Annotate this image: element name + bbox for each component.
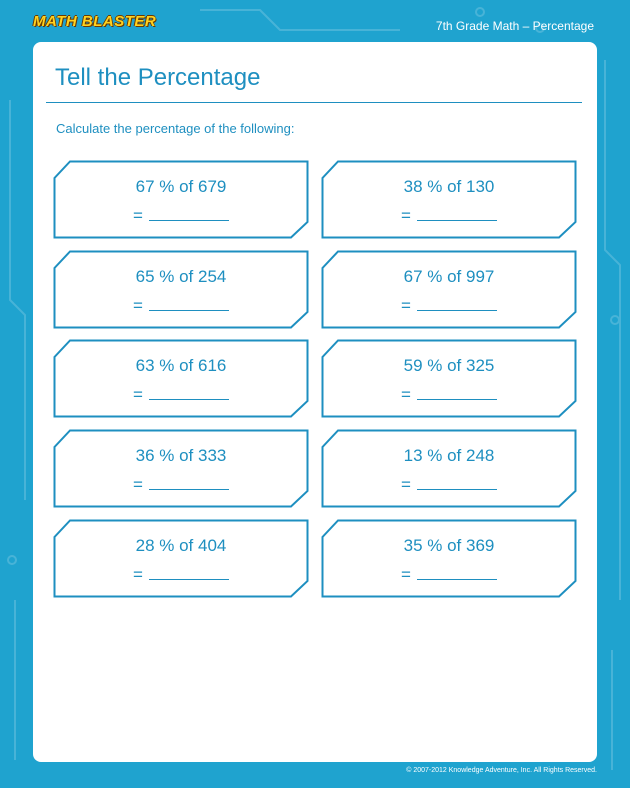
box-outline (53, 429, 309, 508)
box-outline (53, 250, 309, 329)
answer-line (133, 565, 229, 585)
answer-blank[interactable] (417, 475, 497, 490)
box-outline (321, 519, 577, 598)
problem-box (321, 339, 577, 418)
breadcrumb: 7th Grade Math – Percentage (435, 19, 594, 33)
problem-box (53, 519, 309, 598)
answer-line (401, 565, 497, 585)
problem-text: 28 % of 404 (135, 535, 227, 555)
box-outline (321, 160, 577, 239)
problem-box (53, 250, 309, 329)
answer-line (401, 296, 497, 316)
answer-line (133, 475, 229, 495)
title-divider (46, 102, 582, 103)
problem-text: 35 % of 369 (403, 535, 495, 555)
box-outline (53, 160, 309, 239)
equals-sign: = (401, 295, 411, 315)
answer-blank[interactable] (417, 565, 497, 580)
answer-blank[interactable] (149, 565, 229, 580)
box-outline (53, 339, 309, 418)
answer-blank[interactable] (149, 385, 229, 400)
equals-sign: = (401, 385, 411, 405)
answer-blank[interactable] (417, 206, 497, 221)
equals-sign: = (401, 564, 411, 584)
equals-sign: = (133, 475, 143, 495)
worksheet-card (33, 42, 597, 762)
problem-box (53, 160, 309, 239)
equals-sign: = (133, 295, 143, 315)
problem-text: 13 % of 248 (403, 446, 495, 466)
instructions: Calculate the percentage of the following: (56, 121, 295, 136)
answer-blank[interactable] (417, 296, 497, 311)
problem-text: 59 % of 325 (403, 356, 495, 376)
problem-text: 63 % of 616 (135, 356, 227, 376)
equals-sign: = (133, 206, 143, 225)
answer-blank[interactable] (149, 475, 229, 490)
page-title: Tell the Percentage (55, 64, 261, 91)
answer-line (401, 475, 497, 495)
problem-box (321, 250, 577, 329)
equals-sign: = (401, 475, 411, 495)
answer-line (133, 206, 229, 226)
problem-text: 65 % of 254 (135, 266, 227, 286)
problem-text: 36 % of 333 (135, 446, 227, 466)
answer-line (133, 296, 229, 316)
problem-box (53, 429, 309, 508)
problem-box (321, 160, 577, 239)
problem-box (321, 429, 577, 508)
box-outline (321, 429, 577, 508)
answer-line (401, 206, 497, 226)
equals-sign: = (133, 564, 143, 584)
problem-box (53, 339, 309, 418)
answer-blank[interactable] (149, 296, 229, 311)
answer-blank[interactable] (149, 206, 229, 221)
equals-sign: = (133, 385, 143, 405)
box-outline (321, 339, 577, 418)
equals-sign: = (401, 206, 411, 225)
copyright: © 2007-2012 Knowledge Adventure, Inc. All Rights Reserved. (406, 767, 597, 774)
problem-box (321, 519, 577, 598)
box-outline (321, 250, 577, 329)
answer-line (133, 385, 229, 405)
box-outline (53, 519, 309, 598)
answer-blank[interactable] (417, 385, 497, 400)
math-blaster-logo: MATH BLASTER (33, 13, 157, 30)
problem-text: 67 % of 997 (403, 266, 495, 286)
problem-text: 67 % of 679 (135, 177, 227, 196)
problem-text: 38 % of 130 (403, 177, 495, 196)
answer-line (401, 385, 497, 405)
